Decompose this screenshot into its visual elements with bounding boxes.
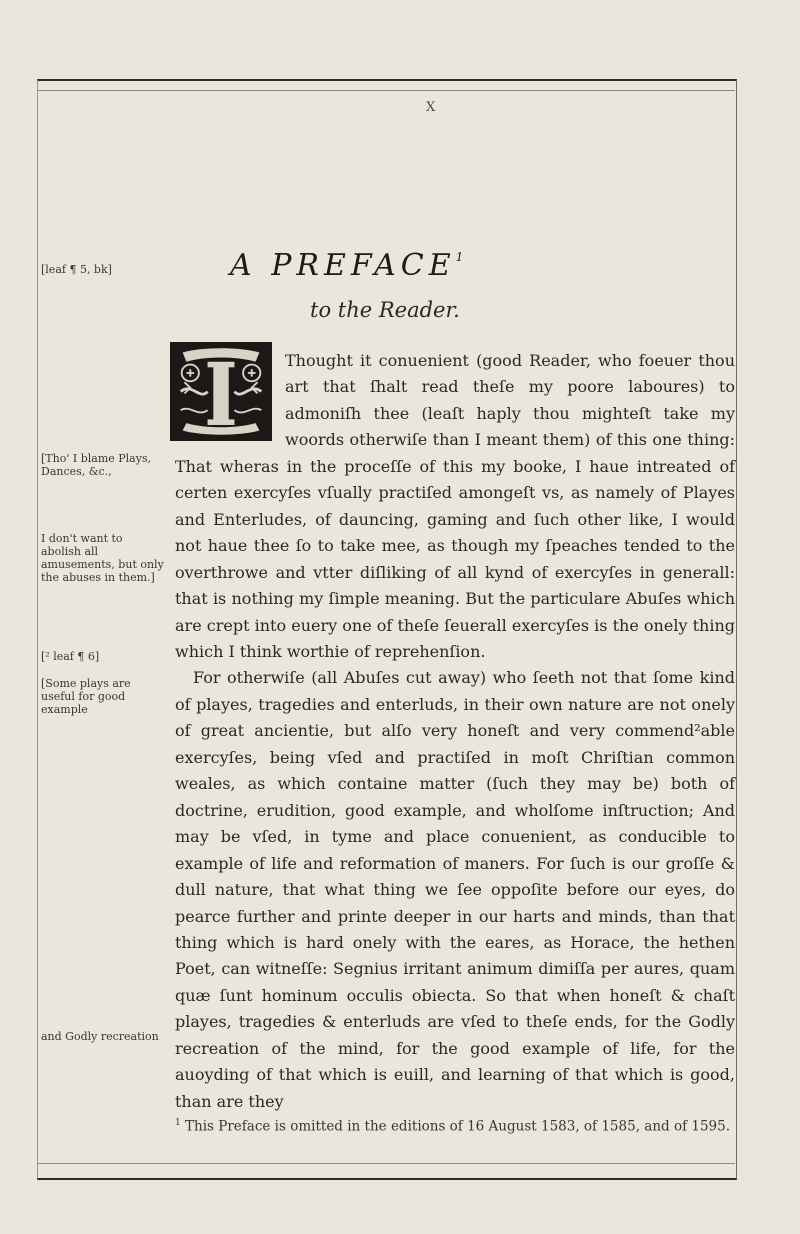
margin-note-leaf-6: [² leaf ¶ 6] <box>41 650 100 663</box>
page-border-inner-top <box>37 90 735 91</box>
footnote-text: This Preface is omitted in the editions of 16 August 1583, of 1585, and of 1595. <box>185 1118 731 1135</box>
paragraph-2: For otherwiſe (all Abuſes cut away) who ſeeth not that ſome kind of playes, tragedies and enterluds, in their own nature are not onely of great ancientie, but alſo very honeſt and very commend²able exercyſes, being vſed and practiſed in moſt Chriſtian common weales, as which containe matter (ſuch they may be) both of doctrine, erudition, good example, and wholſome inſtruction; And may be vſed, in tyme and place conuenient, as conducible to example of life and reformation of maners. For ſuch is our groſſe & dull nature, that what thing we ſee oppoſite before our eyes, do pearce further and printe deeper in our harts and minds, than that thing which is hard onely with the eares, as Horace, the hethen Poet, can witneſſe: Segnius irritant animum dimiſſa per aures, quam quæ ſunt hominum occulis obiecta. So that when honeſt & chaſt playes, tragedies & enterluds are vſed to theſe ends, for the Godly recreation of the mind, for the good example of life, for the auoyding of that which is euill, and learning of that which is good, than are they <box>175 668 735 1111</box>
footnote-mark: 1 <box>175 1118 181 1128</box>
page-title: A PREFACE$^1$ <box>230 248 464 283</box>
paragraph-1: Thought it conuenient (good Reader, who foeuer thou art that ſhalt read theſe my poore laboures) to admoniſh thee (leaſt haply thou mighteſt take my woords otherwiſe than I meant them) of this one thing: That wheras in the proceſſe of this my booke, I haue intreated of certen exercyſes vſually practiſed amongeſt vs, as namely of Playes and Enterludes, of dauncing, gaming and ſuch other like, I would not haue thee ſo to take mee, as though my ſpeaches tended to the overthrowe and vtter diſliking of all kynd of exercyſes in generall: that is nothing my ſimple meaning. But the particulare Abuſes which are crept into euery one of theſe ſeuerall exercyſes is the onely thing which I think worthie of reprehenſion. <box>175 351 735 661</box>
margin-note-some-plays: [Some plays are useful for good example <box>41 677 131 716</box>
title-footnote-mark: 1 <box>455 250 464 264</box>
page-border-inner-bottom <box>37 1163 735 1164</box>
page-signature: X <box>426 100 437 115</box>
preface-body <box>175 348 735 1115</box>
margin-note-blame: [Tho' I blame Plays, Dances, &c., <box>41 452 152 478</box>
margin-note-leaf-5: [leaf ¶ 5, bk] <box>41 263 112 276</box>
margin-note-dont-want: I don't want to abolish all amusements, but only the abuses in them.] <box>41 532 164 584</box>
page-subtitle: to the Reader. <box>310 298 460 322</box>
footnote <box>175 1114 735 1137</box>
margin-note-godly: and Godly recreation <box>41 1030 159 1043</box>
